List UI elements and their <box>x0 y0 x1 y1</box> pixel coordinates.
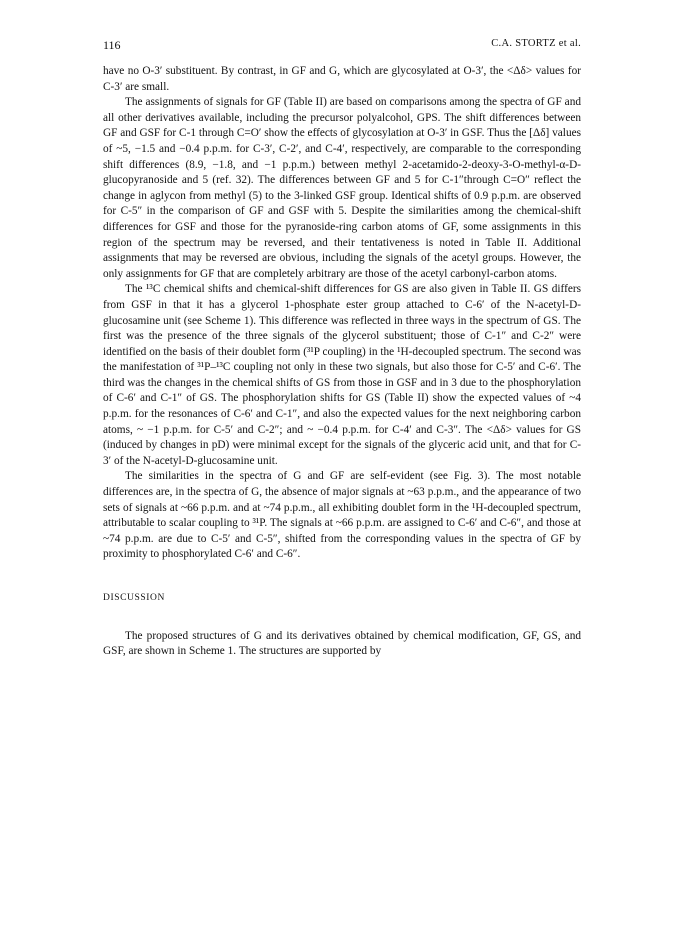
paragraph-discussion: The proposed structures of G and its derivatives obtained by chemical modification, GF, GS, and GSF, are shown in Scheme 1. The structures are supported by <box>103 629 581 658</box>
running-head: C.A. STORTZ et al. <box>491 38 581 49</box>
paragraph-gs-shifts: The ¹³C chemical shifts and chemical-shift differences for GS are also given in Table II. GS differs from GSF in that it has a glycerol 1-phosphate ester group attached to C-6′ of the N-acetyl-D-glucosamine unit (see Scheme 1). This difference was reflected in three ways in the spectrum of GS. The first was the presence of the three signals of the glycerol substituent; those of C-1″ and C-2″ were identified on the basis of their doublet form (³¹P coupling) in the ¹H-decoupled spectrum. The second was the manifestation of ³¹P–¹³C coupling not only in these two signals, but also those for C-5′ and C-6′. The third was the changes in the chemical shifts of GS from those in GSF and in 3 due to the phosphorylation of C-6′ and C-1″ of GS. The phosphorylation shifts for GS (Table II) show the expected values of ~4 p.p.m. for the resonances of C-6′ and C-1″, and also the expected values for the next neighboring carbon atoms, ~ −1 p.p.m. for C-5′ and C-2″; and ~ −0.4 p.p.m. for C-4′ and C-3″. The <Δδ> values for GS (induced by changes in pD) were minimal except for the signals of the glyceric acid unit, and that for C-3′ of the N-acetyl-D-glucosamine unit. <box>103 283 581 467</box>
paragraph-continuation: have no O-3′ substituent. By contrast, in GF and G, which are glycosylated at O-3′, the <Δδ> values for C-3′ are small. <box>103 65 581 93</box>
article-body <box>103 64 581 660</box>
paragraph-g-gf-similarities: The similarities in the spectra of G and GF are self-evident (see Fig. 3). The most notable differences are, in the spectra of G, the absence of major signals at ~63 p.p.m., and the appearance of two sets of signals at ~66 p.p.m. and at ~74 p.p.m., all exhibiting doublet form in the ¹H-decoupled spectrum, attributable to scalar coupling to ³¹P. The signals at ~66 p.p.m. are assigned to C-6′ and C-6″, and those at ~74 p.p.m. are due to C-5′ and C-5″, shifted from the corresponding values in the spectra of GF by proximity to phosphorylated C-6′ and C-6″. <box>103 470 581 561</box>
section-heading-discussion: DISCUSSION <box>103 593 165 603</box>
page-header <box>103 38 581 56</box>
paragraph-gf-assignments: The assignments of signals for GF (Table II) are based on comparisons among the spectra of GF and all other derivatives available, including the precursor polyalcohol, GPS. The shift differences between GF and GSF for C-1 through C=O′ show the effects of glycosylation at O-3′ in GSF. Thus the [Δδ] values of ~5, −1.5 and −0.4 p.p.m. for C-3′, C-2′, and C-4′, respectively, are comparable to the corresponding shift differences (8.9, −1.8, and −1 p.p.m.) between methyl 2-acetamido-2-deoxy-3-O-methyl-α-D-glucopyranoside and 5 (ref. 32). The differences between GF and 5 for C-1″through C=O″ reflect the change in aglycon from methyl (5) to the 3-linked GSF group. Identical shifts of 0.9 p.p.m. are observed for C-5″ in the comparison of GF and GSF with 5. Despite the similarities among the chemical-shift differences for GSF and those for the pyranoside-ring carbon atoms of GF, some assignments in this region of the spectrum may be reversed, and their tentativeness is noted in Table II. Additional assignments that may be reversed are obvious, including the signals of the acetyl groups. However, the only assignments for GF that are completely arbitrary are those of the acetyl carbonyl-carbon atoms. <box>103 96 581 280</box>
page-number: 116 <box>103 38 121 52</box>
